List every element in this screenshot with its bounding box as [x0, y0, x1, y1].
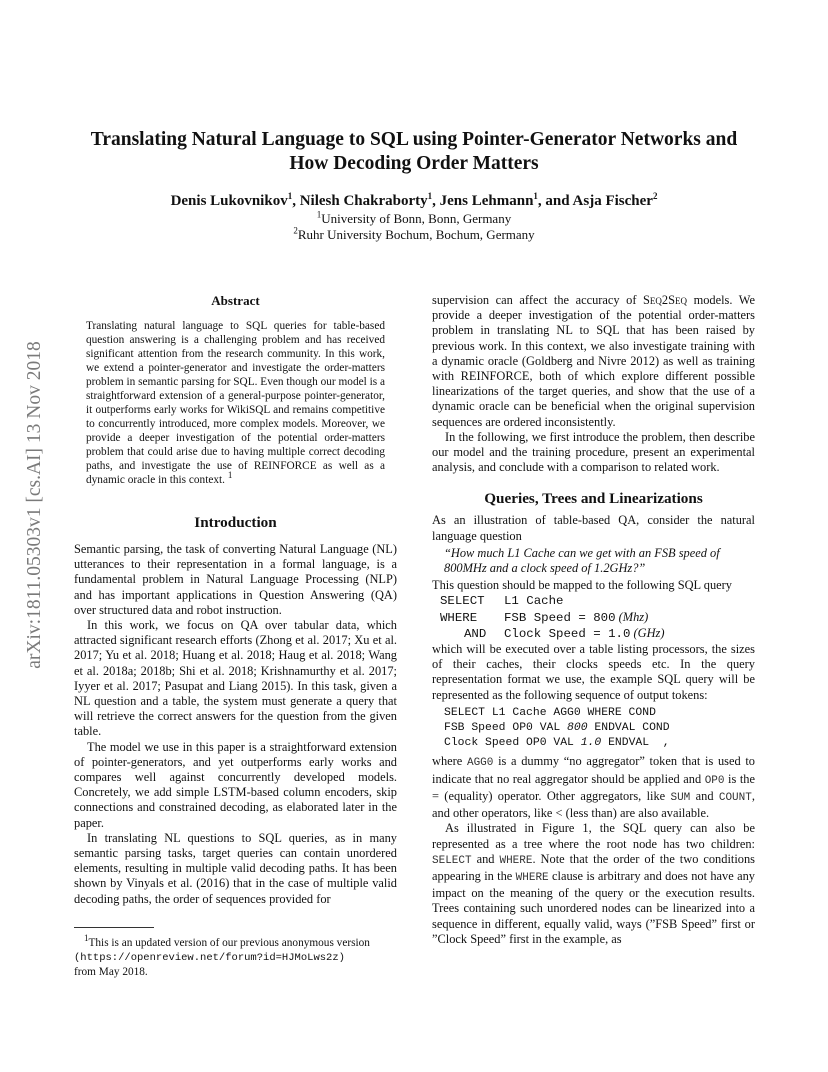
text-run: where — [432, 754, 463, 769]
author-separator: , and — [537, 193, 573, 209]
intro-paragraph-3: The model we use in this paper is a straightforward extension of pointer-generators, and yet outperforms early works and compares well against concurrently developed models. Concretely, we add simple LSTM-based column encoders, skip connections and constrained decoding, as elaborated later in the paper. — [74, 739, 397, 830]
author-name: Jens Lehmann — [439, 193, 534, 209]
text-run: and — [476, 851, 495, 866]
token-line — [444, 706, 755, 721]
arxiv-stamp — [22, 290, 46, 720]
token-text: ENDVAL COND — [587, 722, 670, 735]
text-run: . Note that the order of the two conditions appearing in the — [432, 851, 755, 883]
intro-paragraph-2: In this work, we focus on QA over tabular data, which attracted significant research efforts (Zhong et al. 2017; Xu et al. 2017; Yu et al. 2018; Huang et al. 2018; Haug et al. 2018; Wang et al. 2018a; 2018b; Shi et al. 2018; Krishnamurthy et al. 2017; Iyyer et al. 2017; Pasupat and Liang 2015). In this task, given a NL question and a table, the system must generate a query that will retrieve the correct answers for the question from the given table. — [74, 618, 397, 739]
abstract — [74, 293, 397, 487]
left-column — [74, 293, 397, 979]
footnote-url[interactable]: (https://openreview.net/forum?id=HJMoLws2z) — [74, 951, 345, 964]
token-text: ENDVAL , — [601, 737, 670, 750]
example-question: “How much L1 Cache can we get with an FSB speed of 800MHz and a clock speed of 1.2GHz?” — [444, 545, 720, 576]
code-token: WHERE — [499, 854, 533, 867]
token-text: Clock Speed OP0 VAL — [444, 737, 581, 750]
affiliation-text: Ruhr University Bochum, Bochum, Germany — [297, 227, 535, 242]
text-run: is a dummy “no aggregator” token that is used to indicate that no real aggregator should be applied and — [432, 754, 756, 786]
sql-line — [440, 626, 755, 642]
code-token: SELECT — [432, 854, 472, 867]
sql-line — [440, 593, 755, 609]
author-affil-mark: 1 — [287, 191, 293, 201]
footnote-text: This is an updated version of our previous anonymous version — [88, 936, 370, 949]
paper-title — [60, 128, 768, 176]
sql-unit: (Mhz) — [618, 609, 649, 624]
queries-paragraph-5 — [432, 821, 755, 947]
text-run: clause is arbitrary and does not have any impact on the meaning of the query or the execution results. Trees containing such unordered nodes can be linearized into a sequence in different, equally valid, ways (”FSB Speed” first or ”Clock Speed” first in the example, as — [432, 868, 755, 946]
footnote-divider — [74, 927, 154, 928]
sql-clause: Clock Speed = 1.0 — [504, 626, 631, 641]
title-line-2: How Decoding Order Matters — [289, 153, 539, 174]
token-value: 800 — [567, 722, 588, 735]
token-line — [444, 721, 755, 736]
abstract-text — [86, 319, 385, 487]
queries-paragraph-4 — [432, 754, 755, 821]
author-separator: , — [432, 193, 440, 209]
affiliation-text: University of Bonn, Bonn, Germany — [321, 211, 512, 226]
abstract-heading: Abstract — [211, 293, 260, 308]
sql-query-block — [440, 593, 755, 642]
sql-clause: L1 Cache — [504, 594, 564, 609]
queries-paragraph-2: This question should be mapped to the following SQL query — [432, 578, 732, 593]
author-name: Denis Lukovnikov — [170, 193, 288, 209]
sql-keyword: AND — [464, 626, 487, 641]
author-separator: , — [292, 193, 300, 209]
queries-paragraph-1: As an illustration of table-based QA, consider the natural language question — [432, 513, 755, 543]
code-token: OP0 — [704, 774, 725, 787]
abstract-body: Translating natural language to SQL queries for table-based question answering is a challenging problem and has received significant attention from the research community. In this work, we extend a pointer-generator and investigate the order-matters problem in semantic parsing for SQL. Even though our model is a straightforward extension of a general-purpose pointer-generator, it outperforms early works for WikiSQL and remains competitive to concurrently introduced, more complex models. Moreover, we provide a deeper investigation of the potential order-matters problem that could arise due to having multiple correct decoding paths, and investigate the use of REINFORCE as well as a dynamic oracle in this context. — [86, 320, 385, 486]
code-token: WHERE — [515, 871, 549, 884]
sql-unit: (GHz) — [633, 625, 665, 640]
title-block — [60, 128, 768, 243]
affiliation-mark: 2 — [293, 225, 298, 236]
text-run: As illustrated in Figure 1, the SQL query can also be represented as a tree where the root node has two children: — [432, 821, 755, 851]
token-text: FSB Speed OP0 VAL — [444, 722, 568, 735]
author-affil-mark: 1 — [427, 191, 433, 201]
code-token: COUNT — [718, 791, 752, 804]
token-value: 1.0 — [580, 737, 602, 750]
intro-paragraph-1: Semantic parsing, the task of converting Natural Language (NL) utterances to their representation in a formal language, is a fundamental problem in Natural Language Processing (NLP) and has important applications in Question Answering (QA) over structured data and robot instruction. — [74, 542, 397, 617]
right-column — [432, 293, 755, 947]
author-affil-mark: 1 — [533, 191, 538, 201]
footnote-mark: 1 — [84, 933, 89, 944]
code-token: SUM — [670, 791, 691, 804]
token-text: SELECT L1 Cache AGG0 WHERE COND — [444, 706, 656, 719]
continued-paragraph — [432, 293, 755, 430]
text-run: is the = (equality) operator. Other aggregators, like — [432, 771, 755, 803]
author-affil-mark: 2 — [652, 191, 658, 201]
sql-line — [440, 610, 755, 626]
affiliation — [60, 227, 768, 243]
sql-keyword: SELECT — [440, 594, 485, 609]
token-sequence — [432, 706, 755, 752]
text-run: and — [695, 788, 714, 803]
continued-text-b: models. We provide a deeper investigation of the potential order-matters problem in translating NL to SQL that has been raised by previous work. In this context, we also investigate training with a dynamic oracle (Goldberg and Nivre 2012) as well as training with REINFORCE, both of which explore different possible linearizations of the target queries, and show that the use of a dynamic oracle can be beneficial when the original supervision sequences are ordered inconsistently. — [432, 293, 755, 429]
seq2seq-term: Seq2Seq — [643, 293, 688, 307]
author-name: Nilesh Chakraborty — [299, 193, 428, 209]
queries-section-heading: Queries, Trees and Linearizations — [484, 490, 703, 508]
intro-paragraph-4: In translating NL questions to SQL queries, as in many semantic parsing tasks, target queries can contain unordered elements, resulting in multiple valid decoding paths. It has been shown by Vinyals et al. (2016) that in the case of multiple valid decoding paths, the order of sequences provided for — [74, 830, 397, 906]
footnote-tail: from May 2018. — [74, 965, 148, 978]
arxiv-stamp-text: arXiv:1811.05303v1 [cs.AI] 13 Nov 2018 — [24, 341, 45, 669]
author-list — [60, 191, 768, 211]
affiliation-mark: 1 — [316, 209, 322, 220]
sql-keyword: WHERE — [440, 610, 478, 625]
introduction-heading: Introduction — [194, 514, 277, 531]
text-run: , and other operators, like < (less than) are also available. — [432, 788, 755, 821]
sql-clause: FSB Speed = 800 — [504, 610, 616, 625]
token-line — [444, 736, 755, 751]
affiliation — [60, 211, 768, 227]
footnote — [74, 933, 397, 979]
following-paragraph: In the following, we first introduce the problem, then describe our model and the training procedure, present an experimental analysis, and conclude with a comparison to related work. — [432, 429, 755, 475]
title-line-1: Translating Natural Language to SQL using Pointer-Generator Networks and — [90, 129, 738, 150]
code-token: AGG0 — [466, 757, 494, 770]
author-name: Asja Fischer — [572, 193, 653, 209]
queries-paragraph-3: which will be executed over a table listing processors, the sizes of their caches, their clocks speeds etc. In the query representation format we use, the example SQL query will be represented as the following sequence of output tokens: — [432, 642, 755, 702]
footnote-ref: 1 — [227, 470, 233, 481]
continued-text-a: supervision can affect the accuracy of — [432, 293, 637, 307]
